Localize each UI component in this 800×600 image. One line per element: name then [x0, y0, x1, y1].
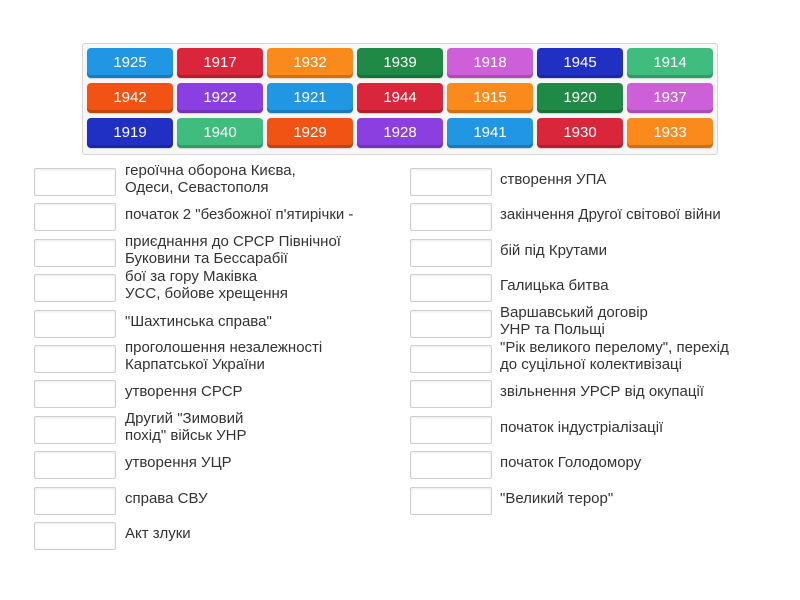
answer-tile[interactable]: 1930: [537, 118, 623, 148]
match-label: Другий "Зимовий похід" військ УНР: [125, 409, 247, 444]
drop-slot[interactable]: [34, 522, 116, 550]
drop-slot[interactable]: [410, 487, 492, 515]
match-label: "Рік великого перелому", перехід до суцільної колективізаці: [500, 339, 729, 373]
match-label: "Шахтинська справа": [125, 312, 272, 330]
match-label: приєднання до СРСР Північної Буковини та Бессарабії: [125, 232, 341, 267]
drop-slot[interactable]: [410, 345, 492, 373]
drop-slot[interactable]: [410, 274, 492, 302]
match-label: бої за гору Маківка УСС, бойове хрещення: [125, 268, 288, 303]
answer-tile[interactable]: 1937: [627, 83, 713, 113]
drop-slot[interactable]: [34, 203, 116, 231]
match-label: звільнення УРСР від окупації: [500, 383, 704, 401]
drop-slot[interactable]: [410, 239, 492, 267]
answer-tile[interactable]: 1921: [267, 83, 353, 113]
answer-bank: [82, 43, 718, 155]
answer-tile[interactable]: 1919: [87, 118, 173, 148]
drop-slot[interactable]: [410, 203, 492, 231]
match-label: Акт злуки: [125, 525, 191, 542]
drop-slot[interactable]: [34, 451, 116, 479]
drop-slot[interactable]: [34, 380, 116, 408]
drop-slot[interactable]: [34, 274, 116, 302]
match-label: закінчення Другої світової війни: [500, 206, 721, 224]
answer-tile[interactable]: 1942: [87, 83, 173, 113]
answer-tile[interactable]: 1944: [357, 83, 443, 113]
match-label: створення УПА: [500, 171, 607, 188]
drop-slot[interactable]: [34, 416, 116, 444]
match-label: утворення СРСР: [125, 383, 243, 401]
match-label: Галицька битва: [500, 277, 609, 295]
drop-slot[interactable]: [410, 451, 492, 479]
drop-slot[interactable]: [410, 168, 492, 196]
drop-slot[interactable]: [34, 168, 116, 196]
match-label: героїчна оборона Києва, Одеси, Севастополя: [125, 162, 296, 196]
answer-tile[interactable]: 1941: [447, 118, 533, 148]
answer-tile[interactable]: 1922: [177, 83, 263, 113]
match-label: початок Голодомору: [500, 454, 642, 472]
answer-tile[interactable]: 1925: [87, 48, 173, 78]
answer-tile[interactable]: 1915: [447, 83, 533, 113]
match-label: проголошення незалежності Карпатської України: [125, 339, 323, 373]
answer-tile[interactable]: 1929: [267, 118, 353, 148]
answer-tile[interactable]: 1917: [177, 48, 263, 78]
drop-slot[interactable]: [34, 239, 116, 267]
match-label: Варшавський договір УНР та Польщі: [500, 303, 648, 338]
match-label: "Великий терор": [500, 489, 614, 507]
drop-slot[interactable]: [410, 310, 492, 338]
match-label: справа СВУ: [125, 489, 208, 507]
match-label: початок 2 "безбожної п'ятирічки -: [125, 206, 354, 224]
answer-tile[interactable]: 1928: [357, 118, 443, 148]
answer-tile[interactable]: 1918: [447, 48, 533, 78]
match-label: утворення УЦР: [125, 454, 232, 472]
drop-slot[interactable]: [34, 345, 116, 373]
answer-tile[interactable]: 1920: [537, 83, 623, 113]
answer-tile[interactable]: 1932: [267, 48, 353, 78]
drop-slot[interactable]: [410, 380, 492, 408]
answer-tile[interactable]: 1933: [627, 118, 713, 148]
match-label: початок індустріалізації: [500, 418, 664, 436]
answer-tile[interactable]: 1914: [627, 48, 713, 78]
answer-tile[interactable]: 1939: [357, 48, 443, 78]
drop-slot[interactable]: [410, 416, 492, 444]
answer-tile[interactable]: 1945: [537, 48, 623, 78]
drop-slot[interactable]: [34, 310, 116, 338]
match-label: бій під Крутами: [500, 241, 607, 259]
answer-tile[interactable]: 1940: [177, 118, 263, 148]
drop-slot[interactable]: [34, 487, 116, 515]
